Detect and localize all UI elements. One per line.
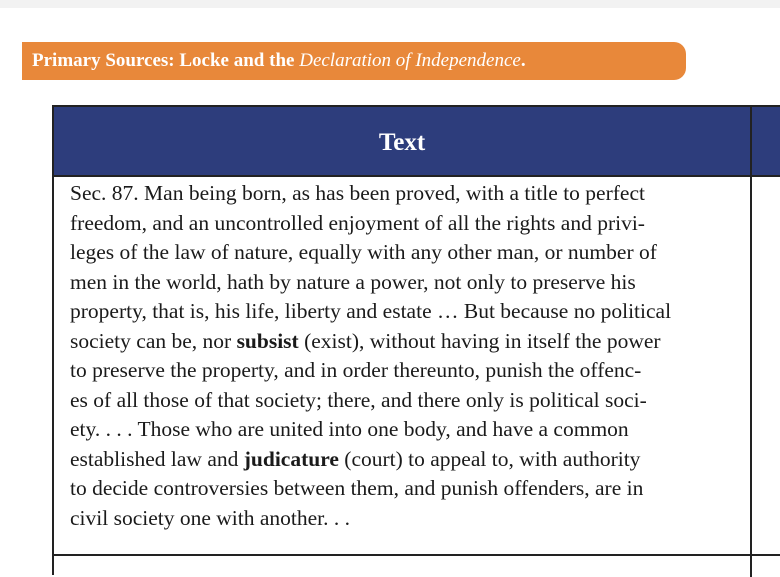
text-line (70, 297, 746, 327)
text-line (70, 179, 746, 209)
bold-term-judicature: judicature (243, 446, 339, 471)
banner-suffix: . (520, 50, 526, 71)
text-span: civil society one with another. . . (70, 505, 351, 530)
text-line (70, 327, 746, 357)
source-table (52, 105, 780, 575)
text-line (70, 504, 746, 534)
text-line (70, 386, 746, 416)
top-strip (0, 0, 780, 8)
banner-prefix: Primary Sources: Locke and the (32, 50, 300, 71)
section-banner (22, 42, 686, 80)
text-line (70, 356, 746, 386)
text-span: ety. . . . Those who are united into one body, and have a common (70, 417, 629, 441)
table-header-text: Text (378, 129, 426, 156)
text-line (70, 445, 746, 475)
text-span: Sec. 87. Man being born, as has been proved, with a title to perfect (70, 181, 645, 205)
column-divider (750, 107, 752, 577)
text-span: to preserve the property, and in order thereunto, punish the offenc- (70, 358, 642, 382)
text-line (70, 415, 746, 445)
text-span: (exist), without having in itself the power (298, 328, 661, 353)
text-line (70, 238, 746, 268)
text-span: freedom, and an uncontrolled enjoyment of all the rights and privi- (70, 210, 645, 235)
row-divider (54, 554, 780, 556)
text-span: to decide controversies between them, and punish offenders, are in (70, 476, 644, 500)
text-span: society can be, nor (70, 328, 237, 353)
text-span: men in the world, hath by nature a power, not only to preserve his (70, 269, 636, 294)
bold-term-subsist: subsist (236, 328, 299, 353)
text-span: leges of the law of nature, equally with any other man, or number of (70, 240, 657, 264)
text-cell (70, 179, 746, 533)
text-span: (court) to appeal to, with authority (338, 446, 641, 471)
text-line (70, 268, 746, 298)
header-divider (54, 175, 780, 177)
text-line (70, 209, 746, 239)
banner-italic-title: Declaration of Independence (299, 50, 521, 71)
table-header-row (54, 107, 780, 175)
text-span: property, that is, his life, liberty and estate … But because no political (70, 299, 672, 323)
text-span: es of all those of that society; there, and there only is political soci- (70, 387, 647, 412)
text-line (70, 474, 746, 504)
text-span: established law and (70, 446, 244, 471)
